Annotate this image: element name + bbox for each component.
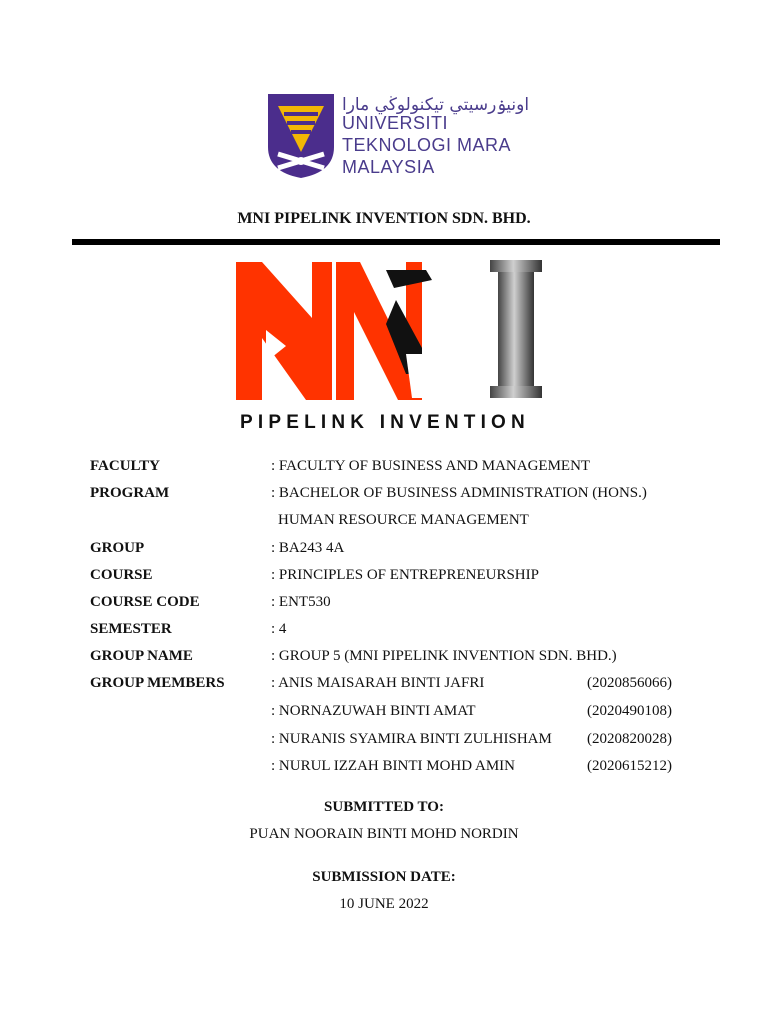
- member-name: : NORNAZUWAH BINTI AMAT: [271, 703, 476, 719]
- detail-label: PROGRAM: [90, 485, 170, 501]
- detail-value: : GROUP 5 (MNI PIPELINK INVENTION SDN. BHD.): [271, 648, 617, 664]
- detail-value: : BA243 4A: [271, 540, 345, 556]
- mni-logo-mark: [236, 258, 548, 434]
- company-title: MNI PIPELINK INVENTION SDN. BHD.: [237, 210, 531, 227]
- detail-value: : PRINCIPLES OF ENTREPRENEURSHIP: [271, 567, 539, 583]
- company-logo: [236, 258, 548, 434]
- submission-date-value: 10 JUNE 2022: [339, 896, 429, 912]
- member-name: : NURANIS SYAMIRA BINTI ZULHISHAM: [271, 731, 552, 747]
- submission-date-heading: SUBMISSION DATE:: [312, 869, 456, 885]
- detail-label: SEMESTER: [90, 621, 172, 637]
- member-id: (2020490108): [587, 703, 672, 719]
- logo-tagline: PIPELINK INVENTION: [240, 412, 530, 433]
- submitted-to-heading: SUBMITTED TO:: [324, 799, 444, 815]
- submitted-to-name: PUAN NOORAIN BINTI MOHD NORDIN: [249, 826, 519, 842]
- university-name-line: UNIVERSITI: [342, 113, 449, 133]
- detail-value: : ENT530: [271, 594, 331, 610]
- detail-label: COURSE CODE: [90, 594, 200, 610]
- detail-value: : FACULTY OF BUSINESS AND MANAGEMENT: [271, 458, 591, 474]
- member-name: : NURUL IZZAH BINTI MOHD AMIN: [271, 758, 516, 774]
- detail-label: COURSE: [90, 567, 153, 583]
- detail-label: FACULTY: [90, 458, 161, 474]
- member-name: : ANIS MAISARAH BINTI JAFRI: [271, 675, 485, 691]
- university-name: [342, 112, 511, 178]
- university-name-line: MALAYSIA: [342, 157, 435, 177]
- detail-label: GROUP: [90, 540, 145, 556]
- university-logo: [266, 92, 530, 184]
- university-crest-icon: [266, 92, 336, 180]
- member-id: (2020820028): [587, 731, 672, 747]
- detail-value: : BACHELOR OF BUSINESS ADMINISTRATION (HONS.): [271, 485, 647, 501]
- detail-value: HUMAN RESOURCE MANAGEMENT: [278, 512, 529, 528]
- university-name-line: TEKNOLOGI MARA: [342, 135, 512, 155]
- detail-label: GROUP MEMBERS: [90, 675, 225, 691]
- title-divider: [72, 239, 720, 245]
- university-arabic-name: اونيۏرسيتي تيكنولوڬي مارا: [342, 95, 530, 115]
- member-id: (2020615212): [587, 758, 672, 774]
- member-id: (2020856066): [587, 675, 672, 691]
- detail-label: GROUP NAME: [90, 648, 193, 664]
- detail-value: : 4: [271, 621, 287, 637]
